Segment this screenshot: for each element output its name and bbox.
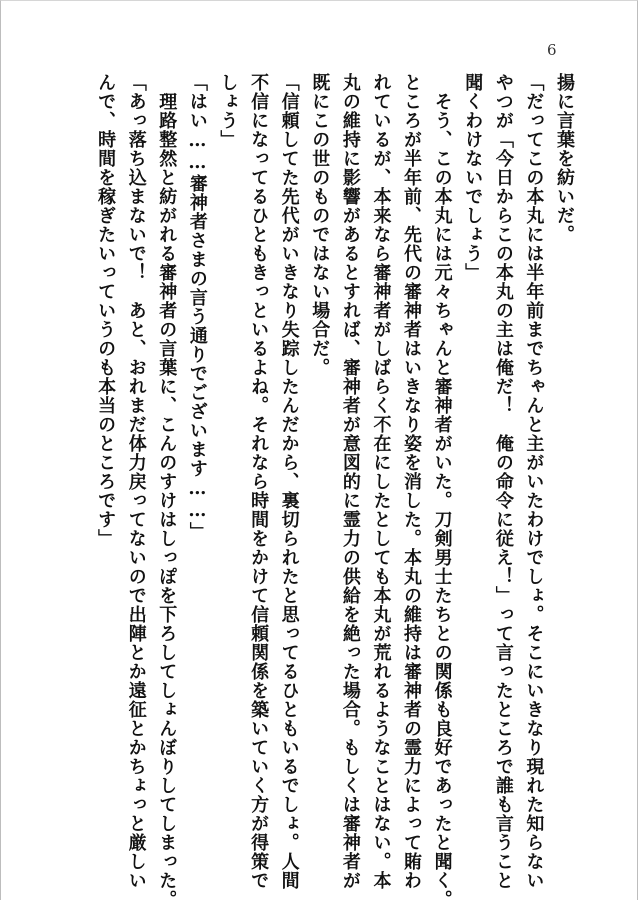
- text-line: 「だってこの本丸には半年前までちゃんと主がいたわけでしょ。そこにいきなり現れた知らない: [523, 73, 545, 890]
- vertical-text-body: [90, 73, 580, 909]
- text-line: 理路整然と紡がれる審神者の言葉に、こんのすけはしっぽを下ろしてしょんぼりしてしまった。: [156, 73, 178, 909]
- text-line: 「はい……審神者さまの言う通りでございます……」: [186, 73, 208, 541]
- text-line: 不信になってるひともきっといるよね。それなら時間をかけて信頼関係を築いていく方が得策で: [248, 73, 270, 890]
- text-line: れているが、本来なら審神者がしばらく不在にしたとしても本丸が荒れるようなことはない。本: [370, 73, 392, 890]
- text-line: ところが半年前、先代の審神者はいきなり姿を消した。本丸の維持は審神者の霊力によって賄わ: [401, 73, 423, 890]
- text-line: 「信頼してた先代がいきなり失踪したんだから、裏切られたと思ってるひともいるでしょ。人間: [278, 73, 300, 890]
- text-line: 聞くわけないでしょう」: [462, 73, 484, 282]
- text-line: 揚に言葉を紡いだ。: [554, 73, 575, 244]
- page-number: 6: [547, 41, 557, 59]
- text-line: んで、時間を稼ぎたいっていうのも本当のところです」: [95, 73, 117, 548]
- text-line: やつが「今日からこの本丸の主は俺だ！ 俺の命令に従え！」って言ったところで誰も言うこと: [492, 73, 514, 890]
- text-line: 「あっ落ち込まないで！ あと、おれまだ体力戻ってないので出陣とか遠征とかちょっと厳しい: [125, 73, 147, 890]
- text-line: そう、この本丸には元々ちゃんと審神者がいた。刀剣男士たちとの関係も良好であったと聞く。: [431, 73, 453, 909]
- text-line: 丸の維持に影響があるとすれば、審神者が意図的に霊力の供給を絶った場合。もしくは審神者が: [339, 73, 361, 890]
- text-line: しょう」: [217, 73, 239, 149]
- text-line: 既にこの世のものではない場合だ。: [309, 73, 331, 377]
